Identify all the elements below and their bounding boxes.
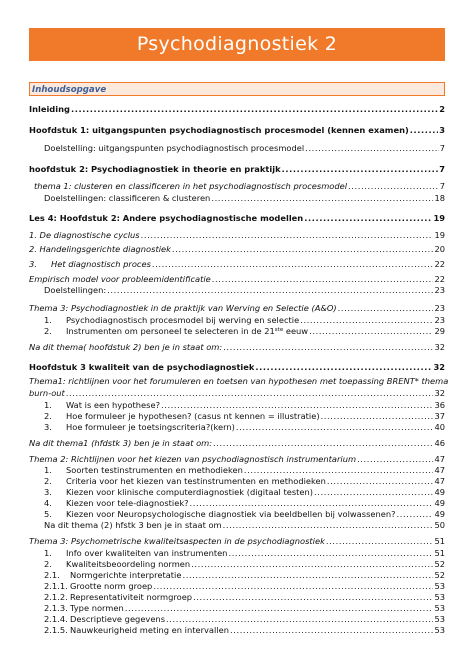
toc-entry-page: 49 [434,509,445,519]
toc-entry-number: 5. [44,509,52,519]
toc-entry[interactable] [29,535,445,547]
toc-entry[interactable] [29,243,445,255]
toc-entry-title: Type normen [70,603,124,613]
toc-entry-number: 4. [44,498,52,508]
toc-entry-title: Het diagnostisch proces [51,259,151,269]
toc-entry-title: Kiezen voor tele-diagnostiek? [66,498,189,508]
toc-entry-wrapped-title[interactable]: Thema1: richtlijnen voor het forumuleren en toetsen van hypothesen met toepassing BRENT* thema [29,376,449,386]
toc-entry-number: 2.1.5. [44,625,68,635]
toc-entry-title: Doelstelling: uitgangspunten psychodiagnostisch procesmodel [44,143,305,153]
document-title-banner: Psychodiagnostiek 2 [29,28,445,61]
toc-entry-page: 49 [434,487,445,497]
toc-entry[interactable] [29,519,445,531]
toc-entry-page: 51 [434,536,445,546]
toc-entry-title: Hoofdstuk 1: uitgangspunten psychodiagnostisch procesmodel (kennen examen) [29,125,409,135]
toc-entry-number: 1. [44,315,52,325]
toc-entry[interactable] [29,229,445,241]
toc-entry-number: 2. [44,559,52,569]
toc-entry[interactable] [29,387,445,399]
toc-entry-page: 53 [434,592,445,602]
toc-entry-page: 19 [434,230,445,240]
toc-entry-number: 2. [44,411,52,421]
toc-entry-title: Soorten testinstrumenten en methodieken [66,465,243,475]
toc-entry[interactable] [29,421,445,433]
toc-entry-page: 47 [434,476,445,486]
toc-entry-page: 47 [434,465,445,475]
toc-entry-title: thema 1: clusteren en classificeren in het psychodiagnostisch procesmodel [34,181,348,191]
toc-entry-title: 1. De diagnostische cyclus [29,230,140,240]
toc-entry-title: Na dit thema1 (hfdstk 3) ben je in staat om: [29,438,213,448]
toc-entry[interactable] [29,284,445,296]
toc-entry[interactable] [29,212,445,224]
toc-entry[interactable] [29,258,445,270]
toc-entry-page: 40 [434,422,445,432]
toc-entry-page: 23 [434,285,445,295]
toc-entry-title: Thema 3: Psychodiagnostiek in de praktijk van Werving en Selectie (A&O) [29,303,337,313]
toc-entry-number: 3. [44,422,52,432]
toc-entry-page: 49 [434,498,445,508]
toc-entry-title: Les 4: Hoofdstuk 2: Andere psychodiagnostische modellen [29,213,304,223]
toc-entry-number: 2. [44,326,52,336]
toc-entry-title: Doelstellingen: classificeren & clusteren [44,193,211,203]
toc-entry[interactable] [29,163,445,175]
toc-entry-title: Kiezen voor klinische computerdiagnostiek (digitaal testen) [66,487,314,497]
toc-entry-title: Doelstellingen: [44,285,107,295]
toc-entry-title: Normgerichte interpretatie [70,570,182,580]
toc-entry[interactable] [29,124,445,136]
toc-entry-page: 7 [439,181,445,191]
toc-entry-page: 3 [439,125,445,135]
toc-entry-title: Descriptieve gegevens [70,614,166,624]
toc-entry-number: 2.1.2. [44,592,68,602]
toc-entry-number: 2.1.3. [44,603,68,613]
toc-entry-page: 7 [439,143,445,153]
toc-entry-page: 50 [434,520,445,530]
toc-entry-title: Psychodiagnostisch procesmodel bij werving en selectie [66,315,300,325]
toc-entry-page: 32 [434,342,445,352]
toc-entry-number: 3. [44,487,52,497]
toc-entry-number: 2.1. [44,570,60,580]
toc-entry-page: 52 [434,559,445,569]
toc-entry-title: Hoe formuleer je toetsingscriteria?(kern) [66,422,235,432]
toc-entry-page: 37 [434,411,445,421]
toc-entry-number: 1. [44,465,52,475]
toc-entry[interactable] [29,142,445,154]
toc-entry-page: 46 [434,438,445,448]
toc-entry-page: 29 [434,326,445,336]
toc-entry-page: 22 [434,274,445,284]
toc-entry-page: 53 [434,625,445,635]
toc-entry[interactable] [29,624,445,636]
toc-entry-page: 32 [434,388,445,398]
toc-entry-page: 53 [434,603,445,613]
toc-entry-page: 23 [434,303,445,313]
toc-entry-title: Kwaliteitsbeoordeling normen [66,559,191,569]
toc-entry-title: burn-out [29,388,65,398]
toc-entry[interactable] [29,192,445,204]
toc-entry-page: 23 [434,315,445,325]
toc-entry-title: Hoofdstuk 3 kwaliteit van de psychodiagnostiek [29,362,255,372]
toc-heading: Inhoudsopgave [29,82,445,96]
toc-entry[interactable] [29,341,445,353]
toc-entry-number: 1. [44,548,52,558]
toc-entry-page: 22 [434,259,445,269]
toc-entry-page: 47 [434,454,445,464]
toc-entry-title: Grootte norm groep [70,581,153,591]
toc-entry-title: Info over kwaliteiten van instrumenten [66,548,228,558]
toc-entry[interactable] [29,302,445,314]
toc-entry-page: 53 [434,614,445,624]
toc-entry-page: 20 [434,244,445,254]
toc-entry-title: Wat is een hypothese? [66,400,160,410]
toc-entry-page: 32 [433,362,445,372]
toc-entry[interactable] [29,437,445,449]
toc-entry-title: 2. Handelingsgerichte diagnostiek [29,244,171,254]
toc-entry-title: Na dit thema( hoofdstuk 2) ben je in staat om: [29,342,223,352]
toc-entry[interactable] [29,325,445,337]
toc-entry-number: 2.1.1. [44,581,68,591]
toc-entry-title: Criteria voor het kiezen van testinstrumenten en methodieken [66,476,326,486]
toc-entry[interactable] [29,180,445,192]
toc-entry-page: 51 [434,548,445,558]
toc-entry-title: Thema 2: Richtlijnen voor het kiezen van psychodiagnostisch instrumentarium [29,454,357,464]
toc-entry-page: 52 [434,570,445,580]
toc-entry-number: 2.1.4. [44,614,68,624]
toc-entry-number: 3. [29,259,37,269]
toc-entry-title: Nauwkeurigheid meting en intervallen [70,625,229,635]
toc-entry-title: Empirisch model voor probleemidentificatie [29,274,211,284]
toc-entry-title: Thema 3: Psychometrische kwaliteitsaspecten in de psychodiagnostiek [29,536,325,546]
toc-entry[interactable] [29,103,445,115]
toc-entry-title: hoofdstuk 2: Psychodiagnostiek in theorie en praktijk [29,164,281,174]
toc-entry-title: Hoe formuleer je hypothesen? (casus nt kennen = illustratie) [66,411,320,421]
toc-entry-page: 18 [434,193,445,203]
toc-entry-title: Na dit thema (2) hfstk 3 ben je in staat om [44,520,222,530]
toc-entry-page: 53 [434,581,445,591]
toc-entry-title: Representativiteit normgroep [70,592,193,602]
toc-entry-number: 2. [44,476,52,486]
toc-entry-superscript: ste [274,327,284,333]
toc-entry-page: 36 [434,400,445,410]
toc-entry-page: 19 [433,213,445,223]
toc-entry-title: Instrumenten om personeel te selecteren in de 21 [66,326,275,336]
toc-entry-page: 7 [439,164,445,174]
toc-entry-title-suffix: eeuw [283,326,309,336]
toc-entry[interactable] [29,361,445,373]
toc-entry-page: 2 [439,104,445,114]
toc-entry-number: 1. [44,400,52,410]
toc-entry-title: Inleiding [29,104,70,114]
toc-entry-title: Kiezen voor Neuropsychologische diagnostiek via beeldbellen bij volwassenen? [66,509,396,519]
